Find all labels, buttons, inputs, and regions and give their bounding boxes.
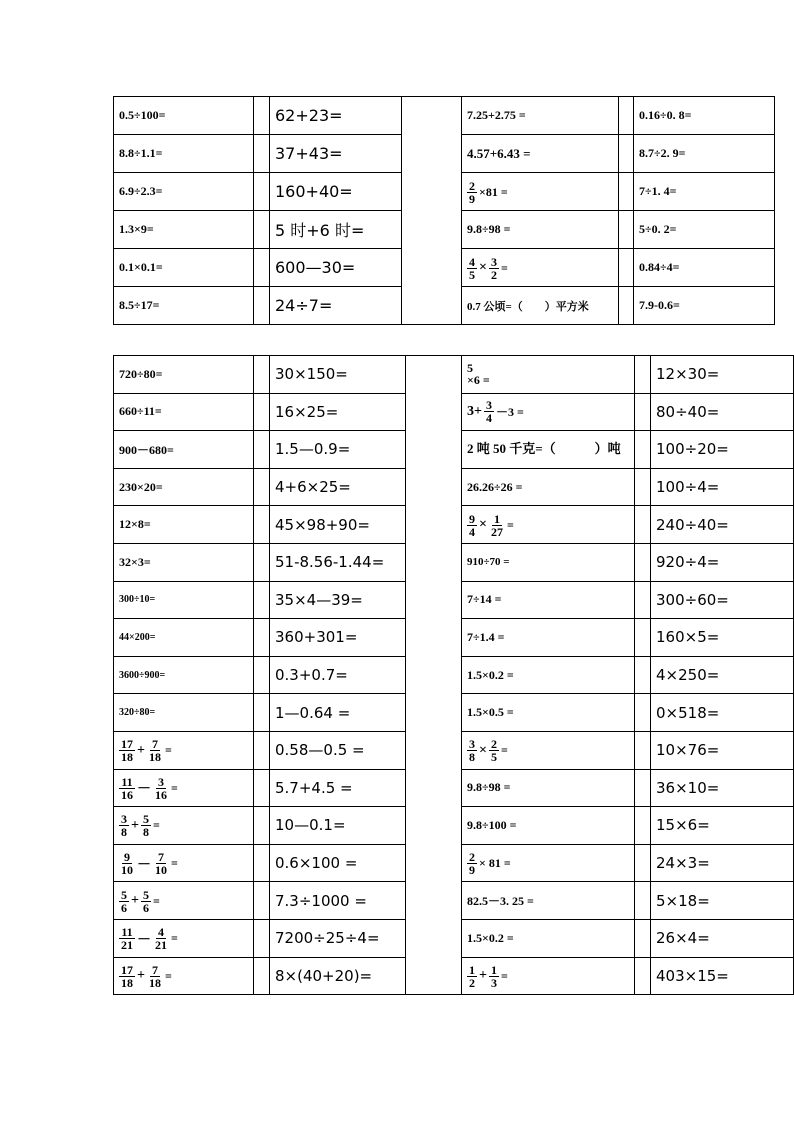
problem-cell	[462, 957, 635, 995]
fraction-denominator: 8	[469, 750, 475, 765]
problem-cell: 9.8÷98 =	[462, 211, 619, 249]
equals: =	[152, 818, 160, 833]
spacer-cell	[635, 919, 651, 957]
problem-cell: 0.7 公顷=（ ）平方米	[462, 287, 619, 325]
equals: =	[171, 856, 178, 871]
fraction-expression	[119, 851, 178, 876]
problem-cell: 30×150=	[270, 356, 406, 394]
operator: ×	[479, 517, 487, 533]
problem-cell: 230×20=	[114, 468, 254, 506]
equals: =	[152, 893, 160, 908]
fraction-denominator: 8	[121, 825, 127, 840]
fraction-expression	[119, 813, 160, 838]
table-row	[114, 97, 775, 135]
problem-cell: 7.25+2.75 =	[462, 97, 619, 135]
problem-cell: 240÷40=	[651, 506, 794, 544]
operator: ×	[479, 742, 487, 758]
problem-cell: 300÷60=	[651, 581, 794, 619]
fraction-numerator: 1	[469, 962, 475, 977]
spacer-cell	[254, 97, 270, 135]
problem-cell: 16×25=	[270, 393, 406, 431]
equals: =	[171, 780, 178, 795]
fraction-denominator: 16	[155, 787, 167, 802]
problem-cell	[462, 249, 619, 287]
problem-cell: 26×4=	[651, 919, 794, 957]
arithmetic-table-top	[113, 96, 775, 325]
equals: =	[500, 968, 508, 983]
fraction	[467, 180, 477, 205]
problem-cell	[462, 356, 635, 394]
spacer-cell	[635, 957, 651, 995]
fraction-expression	[467, 256, 508, 281]
fraction-denominator: 16	[121, 787, 133, 802]
middle-gap-cell	[402, 97, 462, 325]
fraction-numerator: 1	[493, 511, 500, 526]
fraction	[153, 926, 169, 951]
fraction-numerator: 17	[121, 962, 133, 977]
problem-cell: 0×518=	[651, 694, 794, 732]
problem-cell: 4×250=	[651, 656, 794, 694]
fraction-numerator: 2	[490, 737, 497, 752]
spacer-cell	[254, 506, 270, 544]
problem-cell: 7÷1. 4=	[634, 173, 775, 211]
fraction-denominator: 6	[142, 900, 149, 915]
fraction-expression	[119, 738, 172, 763]
problem-cell: 0.3+0.7=	[270, 656, 406, 694]
problem-cell: 5 时+6 时=	[270, 211, 402, 249]
fraction	[467, 256, 477, 281]
operator: +	[137, 742, 145, 758]
expression-head: 3+	[467, 403, 482, 419]
fraction-denominator: 9	[469, 863, 475, 878]
spacer-cell	[635, 807, 651, 845]
fraction-expression	[119, 964, 172, 989]
problem-cell: 0.16÷0. 8=	[634, 97, 775, 135]
problem-cell: 0.58—0.5 =	[270, 731, 406, 769]
expression-bottom: ×6 =	[467, 373, 490, 388]
problem-cell: 7200÷25÷4=	[270, 919, 406, 957]
spacer-cell	[635, 844, 651, 882]
problem-cell: 12×8=	[114, 506, 254, 544]
problem-cell: 51-8.56-1.44=	[270, 543, 406, 581]
spacer-cell	[619, 135, 634, 173]
equals: =	[500, 743, 508, 758]
spacer-cell	[635, 656, 651, 694]
fraction-numerator: 2	[469, 178, 475, 193]
problem-cell: 12×30=	[651, 356, 794, 394]
problem-cell: 7÷1.4 =	[462, 619, 635, 657]
spacer-cell	[254, 135, 270, 173]
problem-cell: 160+40=	[270, 173, 402, 211]
problem-cell: 35×4—39=	[270, 581, 406, 619]
spacer-cell	[635, 694, 651, 732]
problem-cell: 900－680=	[114, 431, 254, 469]
fraction-denominator: 10	[121, 863, 133, 878]
table-row	[114, 356, 794, 394]
problem-cell: 7.3÷1000 =	[270, 882, 406, 920]
operator: +	[131, 817, 139, 833]
problem-cell: 15×6=	[651, 807, 794, 845]
spacer-cell	[254, 619, 270, 657]
fraction-numerator: 7	[151, 962, 158, 977]
fraction-denominator: 18	[148, 975, 161, 990]
problem-cell: 300÷10=	[114, 581, 254, 619]
fraction-expression	[119, 926, 178, 951]
spacer-cell	[254, 844, 270, 882]
fraction-denominator: 5	[469, 267, 475, 282]
problem-cell: 720÷80=	[114, 356, 254, 394]
fraction-denominator: 18	[148, 750, 161, 765]
problem-cell: 660÷11=	[114, 393, 254, 431]
problem-cell: 9.8÷98 =	[462, 769, 635, 807]
expression-top: 5	[467, 361, 473, 376]
fraction-expression	[467, 513, 514, 538]
fraction-numerator: 9	[469, 511, 475, 526]
spacer-cell	[254, 468, 270, 506]
problem-cell	[114, 731, 254, 769]
fraction-expression	[467, 180, 508, 205]
problem-cell	[462, 506, 635, 544]
problem-cell: 3600÷900=	[114, 656, 254, 694]
operator: －	[137, 782, 151, 798]
fraction	[119, 738, 135, 763]
problem-cell	[114, 769, 254, 807]
spacer-cell	[254, 543, 270, 581]
spacer-cell	[254, 807, 270, 845]
operator: +	[137, 968, 145, 984]
fraction	[119, 889, 129, 914]
problem-cell: 0.6×100 =	[270, 844, 406, 882]
spacer-cell	[635, 619, 651, 657]
fraction-numerator: 4	[158, 925, 164, 940]
problem-cell: 7÷14 =	[462, 581, 635, 619]
fraction	[489, 738, 499, 763]
problem-cell: 1.5×0.5 =	[462, 694, 635, 732]
problem-cell: 24÷7=	[270, 287, 402, 325]
fraction-expression	[467, 738, 508, 763]
problem-cell: 910÷70 =	[462, 543, 635, 581]
problem-cell: 26.26÷26 =	[462, 468, 635, 506]
spacer-cell	[254, 173, 270, 211]
fraction	[119, 964, 135, 989]
fraction-denominator: 18	[121, 750, 133, 765]
fraction	[119, 813, 129, 838]
problem-cell: 80÷40=	[651, 393, 794, 431]
problem-cell: 8.7÷2. 9=	[634, 135, 775, 173]
fraction	[141, 813, 151, 838]
fraction-expression	[467, 399, 524, 424]
fraction	[489, 256, 499, 281]
fraction-numerator: 9	[124, 850, 130, 865]
spacer-cell	[635, 581, 651, 619]
spacer-cell	[254, 287, 270, 325]
problem-cell: 100÷20=	[651, 431, 794, 469]
problem-cell: 10×76=	[651, 731, 794, 769]
problem-cell	[114, 807, 254, 845]
problem-cell: 8×(40+20)=	[270, 957, 406, 995]
problem-cell: 8.8÷1.1=	[114, 135, 254, 173]
fraction-denominator: 9	[469, 191, 475, 206]
spacer-cell	[635, 769, 651, 807]
spacer-cell	[619, 211, 634, 249]
problem-cell: 403×15=	[651, 957, 794, 995]
fraction-numerator: 11	[121, 774, 133, 789]
fraction	[141, 889, 151, 914]
fraction	[153, 776, 169, 801]
fraction-numerator: 1	[490, 962, 497, 977]
expression-tail: －3 =	[495, 405, 524, 420]
problem-cell: 62+23=	[270, 97, 402, 135]
problem-cell: 5÷0. 2=	[634, 211, 775, 249]
problem-cell: 1.5×0.2 =	[462, 656, 635, 694]
fraction-denominator: 18	[121, 975, 133, 990]
problem-cell: 45×98+90=	[270, 506, 406, 544]
problem-cell	[462, 731, 635, 769]
fraction-numerator: 17	[121, 737, 133, 752]
problem-cell	[114, 957, 254, 995]
problem-cell: 44×200=	[114, 619, 254, 657]
fraction	[119, 926, 135, 951]
fraction-expression	[119, 889, 160, 914]
fraction-numerator: 7	[158, 850, 164, 865]
problem-cell: 8.5÷17=	[114, 287, 254, 325]
spacer-cell	[254, 249, 270, 287]
problem-cell	[114, 844, 254, 882]
spacer-cell	[635, 431, 651, 469]
operator: +	[479, 968, 487, 984]
fraction-denominator: 2	[490, 267, 497, 282]
problem-cell: 360+301=	[270, 619, 406, 657]
problem-cell: 100÷4=	[651, 468, 794, 506]
expression-tail: × 81 =	[479, 856, 511, 871]
problem-cell: 82.5－3. 25 =	[462, 882, 635, 920]
problem-cell: 0.84÷4=	[634, 249, 775, 287]
middle-gap-cell	[406, 356, 462, 995]
problem-cell: 600—30=	[270, 249, 402, 287]
problem-cell: 10—0.1=	[270, 807, 406, 845]
fraction-denominator: 5	[490, 750, 497, 765]
fraction	[484, 399, 494, 424]
operator: +	[131, 893, 139, 909]
problem-cell: 320÷80=	[114, 694, 254, 732]
operator: －	[137, 932, 151, 948]
spacer-cell	[619, 249, 634, 287]
problem-cell	[114, 882, 254, 920]
fraction	[467, 513, 477, 538]
spacer-cell	[254, 581, 270, 619]
spacer-cell	[254, 431, 270, 469]
fraction-numerator: 11	[121, 925, 133, 940]
problem-cell	[462, 393, 635, 431]
problem-cell: 5.7+4.5 =	[270, 769, 406, 807]
fraction-denominator: 21	[121, 938, 133, 953]
spacer-cell	[254, 656, 270, 694]
problem-cell: 7.9-0.6=	[634, 287, 775, 325]
equals: =	[171, 931, 178, 946]
fraction	[489, 513, 505, 538]
spacer-cell	[635, 356, 651, 394]
fraction	[119, 776, 135, 801]
fraction-denominator: 27	[490, 524, 503, 539]
spacer-cell	[254, 882, 270, 920]
problem-cell: 1.5—0.9=	[270, 431, 406, 469]
problem-cell	[462, 844, 635, 882]
problem-cell: 36×10=	[651, 769, 794, 807]
spacer-cell	[635, 882, 651, 920]
spacer-cell	[635, 468, 651, 506]
fraction-expression	[467, 362, 490, 386]
spacer-cell	[635, 731, 651, 769]
problem-cell: 4.57+6.43 =	[462, 135, 619, 173]
equals: =	[506, 517, 514, 532]
expression-tail: ×81 =	[479, 184, 508, 199]
fraction	[153, 851, 169, 876]
spacer-cell	[254, 694, 270, 732]
fraction	[467, 738, 477, 763]
fraction-numerator: 3	[158, 774, 164, 789]
spacer-cell	[254, 769, 270, 807]
spacer-cell	[635, 543, 651, 581]
fraction-denominator: 21	[155, 938, 167, 953]
fraction-numerator: 4	[469, 254, 475, 269]
fraction-numerator: 3	[485, 398, 492, 413]
fraction	[467, 964, 477, 989]
fraction-numerator: 3	[469, 737, 475, 752]
problem-cell: 160×5=	[651, 619, 794, 657]
fraction-denominator: 6	[121, 900, 127, 915]
operator: －	[137, 857, 151, 873]
spacer-cell	[254, 731, 270, 769]
fraction	[467, 851, 477, 876]
spacer-cell	[254, 919, 270, 957]
fraction-denominator: 3	[490, 975, 497, 990]
spacer-cell	[254, 957, 270, 995]
fraction-numerator: 3	[121, 812, 127, 827]
fraction	[147, 964, 163, 989]
problem-cell	[114, 919, 254, 957]
problem-cell: 920÷4=	[651, 543, 794, 581]
problem-cell: 0.5÷100=	[114, 97, 254, 135]
fraction	[119, 851, 135, 876]
fraction-numerator: 5	[142, 887, 149, 902]
fraction-numerator: 7	[151, 737, 158, 752]
problem-cell: 5×18=	[651, 882, 794, 920]
spacer-cell	[635, 393, 651, 431]
equals: =	[164, 743, 172, 758]
fraction-numerator: 2	[469, 850, 475, 865]
problem-cell: 1—0.64 =	[270, 694, 406, 732]
problem-cell: 24×3=	[651, 844, 794, 882]
arithmetic-table-bottom	[113, 355, 794, 995]
equals: =	[164, 968, 172, 983]
fraction-expression	[467, 964, 508, 989]
fraction-numerator: 5	[121, 887, 127, 902]
spacer-cell	[619, 97, 634, 135]
spacer-cell	[619, 173, 634, 211]
fraction	[147, 738, 163, 763]
problem-cell	[462, 173, 619, 211]
spacer-cell	[635, 506, 651, 544]
problem-cell: 2 吨 50 千克=（ ）吨	[462, 431, 635, 469]
problem-cell: 0.1×0.1=	[114, 249, 254, 287]
problem-cell: 32×3=	[114, 543, 254, 581]
fraction-denominator: 4	[469, 524, 475, 539]
problem-cell: 37+43=	[270, 135, 402, 173]
fraction-denominator: 2	[469, 975, 475, 990]
fraction-numerator: 5	[142, 812, 149, 827]
problem-cell: 4+6×25=	[270, 468, 406, 506]
spacer-cell	[254, 393, 270, 431]
spacer-cell	[619, 287, 634, 325]
fraction-denominator: 8	[142, 825, 149, 840]
operator: ×	[479, 260, 487, 275]
fraction	[489, 964, 499, 989]
problem-cell: 9.8÷100 =	[462, 807, 635, 845]
problem-cell: 1.5×0.2 =	[462, 919, 635, 957]
equals: =	[500, 260, 508, 275]
problem-cell: 6.9÷2.3=	[114, 173, 254, 211]
fraction-expression	[467, 851, 511, 876]
fraction-denominator: 4	[485, 411, 492, 426]
problem-cell: 1.3×9=	[114, 211, 254, 249]
fraction-numerator: 3	[490, 254, 497, 269]
fraction-denominator: 10	[155, 863, 167, 878]
fraction-expression	[119, 776, 178, 801]
spacer-cell	[254, 356, 270, 394]
spacer-cell	[254, 211, 270, 249]
